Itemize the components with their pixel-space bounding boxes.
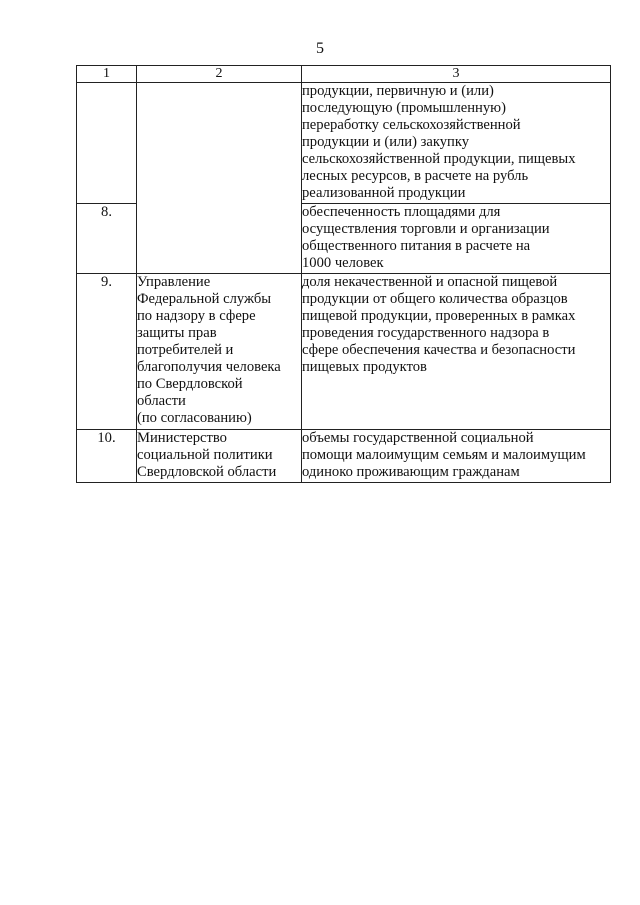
authority-cell: [137, 430, 302, 483]
authority-line: по надзору в сфере: [137, 308, 256, 324]
authority-line: потребителей и: [137, 342, 234, 358]
indicator-line: доля некачественной и опасной пищевой: [302, 274, 558, 290]
indicator-line: объемы государственной социальной: [302, 430, 534, 446]
header-col-3: 3: [302, 66, 611, 83]
authority-cell: [137, 83, 302, 204]
indicator-line: пищевых продуктов: [302, 359, 427, 375]
indicator-line: продукции от общего количества образцов: [302, 291, 568, 307]
row-number: [77, 83, 137, 204]
header-col-1: 1: [77, 66, 137, 83]
indicator-line: сельскохозяйственной продукции, пищевых: [302, 151, 576, 167]
indicator-cell: [302, 274, 611, 430]
indicator-line: лесных ресурсов, в расчете на рубль: [302, 168, 529, 184]
indicator-line: продукции и (или) закупку: [302, 134, 470, 150]
indicator-line: продукции, первичную и (или): [302, 83, 494, 99]
indicator-line: последующую (промышленную): [302, 100, 506, 116]
indicator-line: сфере обеспечения качества и безопасности: [302, 342, 576, 358]
authority-line: Свердловской области: [137, 464, 277, 480]
authority-line: социальной политики: [137, 447, 273, 463]
table-row: [77, 430, 611, 483]
indicator-cell: [302, 204, 611, 274]
page-number: 5: [316, 40, 324, 57]
authority-line: (по согласованию): [137, 410, 252, 426]
authority-line: по Свердловской: [137, 376, 243, 392]
indicator-line: осуществления торговли и организации: [302, 221, 550, 237]
authority-line: благополучия человека: [137, 359, 281, 375]
table-row: [77, 274, 611, 430]
indicator-line: обеспеченность площадями для: [302, 204, 501, 220]
indicator-line: проведения государственного надзора в: [302, 325, 550, 341]
indicator-line: пищевой продукции, проверенных в рамках: [302, 308, 576, 324]
row-number: 9.: [77, 274, 137, 430]
indicator-line: общественного питания в расчете на: [302, 238, 531, 254]
indicator-cell: [302, 83, 611, 204]
indicators-table: [76, 65, 611, 483]
authority-cell: [137, 274, 302, 430]
authority-line: Управление: [137, 274, 211, 290]
authority-line: Федеральной службы: [137, 291, 272, 307]
indicator-line: переработку сельскохозяйственной: [302, 117, 521, 133]
header-col-2: 2: [137, 66, 302, 83]
table-row: [77, 83, 611, 204]
indicator-line: реализованной продукции: [302, 185, 466, 201]
authority-cell: [137, 204, 302, 274]
row-number: 8.: [77, 204, 137, 274]
indicator-line: 1000 человек: [302, 255, 384, 271]
indicator-cell: [302, 430, 611, 483]
row-number: 10.: [77, 430, 137, 483]
authority-line: Министерство: [137, 430, 227, 446]
table-header-row: [77, 66, 611, 83]
authority-line: защиты прав: [137, 325, 217, 341]
indicator-line: одиноко проживающим гражданам: [302, 464, 520, 480]
indicator-line: помощи малоимущим семьям и малоимущим: [302, 447, 586, 463]
table-row: [77, 204, 611, 274]
authority-line: области: [137, 393, 186, 409]
